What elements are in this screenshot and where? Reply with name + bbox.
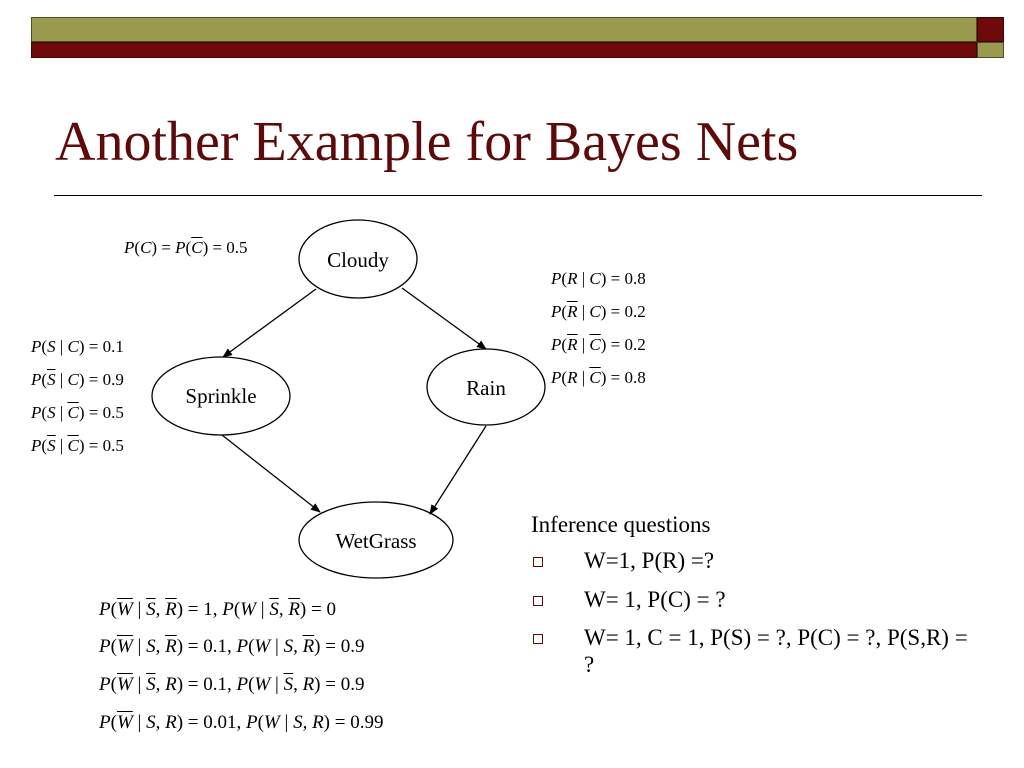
- formula-sprinkle-2: $P(\overline{S}$ | C) = 0.9: [31, 370, 124, 389]
- formula-sprinkle-1: P(S | C) = 0.1: [31, 337, 124, 356]
- wetgrass-cpt-a-3: 0.1: [203, 674, 227, 695]
- inference-item-2: W= 1, P(C) = ?: [584, 587, 726, 612]
- formula-cloudy-prior: $P(C) = P(\overline{C}) = 0.5$: [124, 238, 248, 257]
- inference-item-1: W=1, P(R) =?: [584, 548, 715, 573]
- edge-sprinkle-wetgrass: [222, 435, 320, 512]
- sprinkle-cpt-value-4: 0.5: [102, 436, 124, 455]
- formula-rain-1: P(R | C) = 0.8: [551, 269, 646, 288]
- node-sprinkle-label: Sprinkle: [185, 384, 257, 408]
- wetgrass-cpt-b-1: 0: [326, 599, 336, 620]
- formula-rain-2: $P(\overline{R}$ | C) = 0.2: [551, 302, 646, 321]
- node-cloudy-label: Cloudy: [327, 248, 389, 272]
- edge-cloudy-sprinkle: [223, 289, 316, 357]
- inference-heading: Inference questions: [531, 512, 711, 537]
- wetgrass-cpt-b-2: 0.9: [340, 636, 365, 657]
- formula-sprinkle-3: P(S | $\overline{C}) = 0.5$: [31, 403, 124, 422]
- formula-wetgrass-4: $P(\overline{W}$ | S, R) = 0.01, P(W | S, R) = 0.99: [99, 712, 384, 733]
- sprinkle-cpt-value-1: 0.1: [102, 337, 124, 356]
- node-rain-label: Rain: [466, 376, 506, 400]
- formula-wetgrass-1: $P(\overline{W}$ | $\overline{S}$, $\overline{R}) = 1$, P(W | $\overline{S}$, $\overline{R}) = 0$: [99, 599, 336, 620]
- node-wetgrass-label: WetGrass: [335, 529, 417, 553]
- rain-cpt-value-2: 0.2: [624, 302, 646, 321]
- rain-cpt-value-1: 0.8: [624, 269, 646, 288]
- formula-wetgrass-2: $P(\overline{W}$ | S, $\overline{R}) = 0.1$, P(W | S, $\overline{R}) = 0.9$: [99, 636, 365, 657]
- wetgrass-cpt-a-4: 0.01: [203, 712, 237, 733]
- formula-sprinkle-4: $P(\overline{S}$ | $\overline{C}) = 0.5$: [31, 436, 124, 455]
- formula-wetgrass-3: $P(\overline{W}$ | $\overline{S}$, R) = 0.1, P(W | $\overline{S}$, R) = 0.9: [99, 674, 365, 695]
- inference-item-3: W= 1, C = 1, P(S) = ?, P(C) = ?, P(S,R) = ?: [584, 625, 968, 677]
- slide-title: Another Example for Bayes Nets: [55, 111, 799, 173]
- edge-cloudy-rain: [402, 288, 486, 349]
- bullet-icon: [533, 596, 543, 606]
- rain-cpt-value-3: 0.2: [624, 335, 646, 354]
- formula-rain-3: $P(\overline{R}$ | $\overline{C}) = 0.2$: [551, 335, 646, 354]
- wetgrass-cpt-b-3: 0.9: [340, 674, 365, 695]
- wetgrass-cpt-b-4: 0.99: [350, 712, 384, 733]
- wetgrass-cpt-a-2: 0.1: [203, 636, 227, 657]
- bullet-icon: [533, 557, 543, 567]
- edge-rain-wetgrass: [430, 426, 486, 514]
- formula-rain-4: P(R | $\overline{C}) = 0.8$: [551, 368, 646, 387]
- sprinkle-cpt-value-2: 0.9: [102, 370, 124, 389]
- bullet-icon: [533, 634, 543, 644]
- sprinkle-cpt-value-3: 0.5: [102, 403, 124, 422]
- wetgrass-cpt-a-1: 1: [203, 599, 213, 620]
- rain-cpt-value-4: 0.8: [624, 368, 646, 387]
